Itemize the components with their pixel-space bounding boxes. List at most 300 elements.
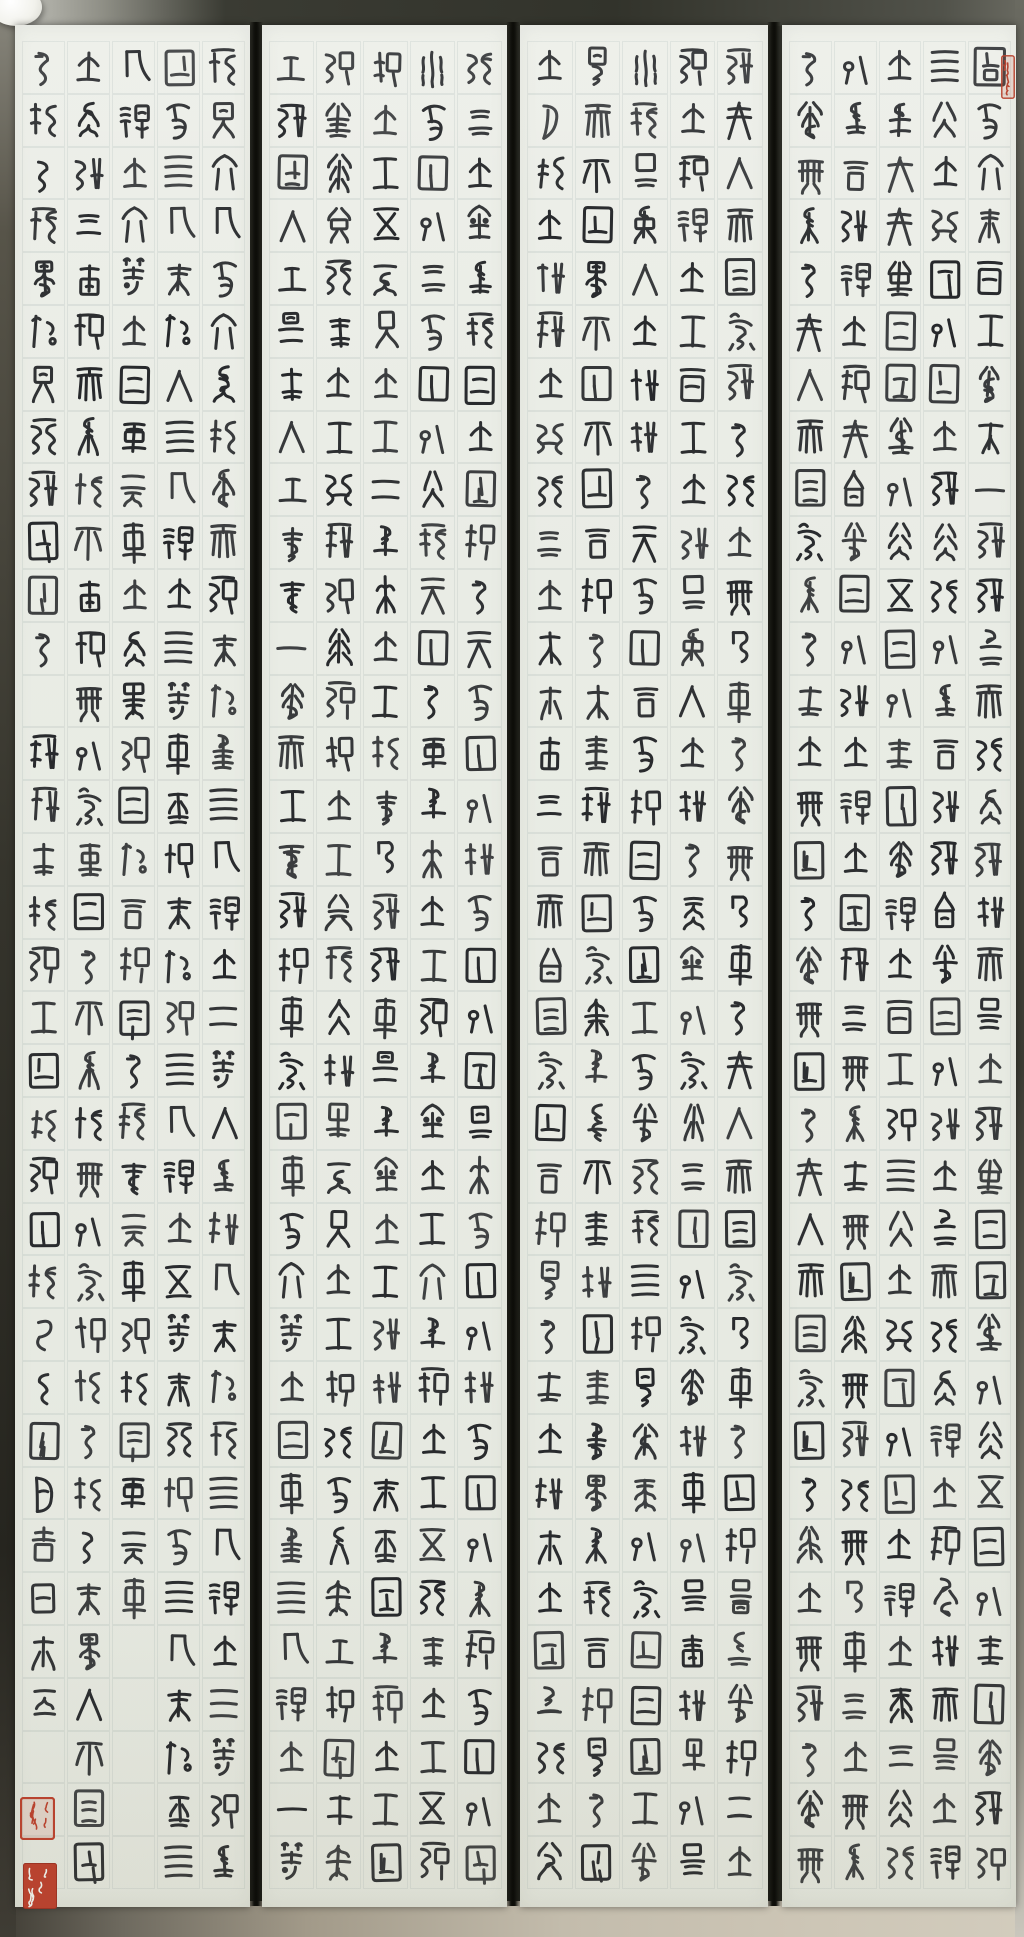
- seal-script-character-cell: [67, 939, 110, 992]
- seal-script-character-cell: [717, 1678, 763, 1731]
- seal-script-character-cell: [834, 1150, 877, 1203]
- seal-script-character-cell: [202, 1572, 245, 1625]
- seal-script-character-cell: [879, 1203, 922, 1256]
- seal-script-character-cell: [202, 727, 245, 780]
- seal-script-character-cell: [112, 833, 155, 886]
- seal-script-character-cell: [527, 991, 573, 1044]
- seal-script-character-cell: [968, 358, 1011, 411]
- seal-script-character-cell: [622, 199, 668, 252]
- seal-script-character-cell: [834, 358, 877, 411]
- seal-script-character-cell: [363, 1572, 408, 1625]
- seal-script-character-cell: [834, 1625, 877, 1678]
- seal-script-character-cell: [879, 1625, 922, 1678]
- seal-script-character-cell: [22, 41, 65, 94]
- seal-script-character-cell: [968, 1044, 1011, 1097]
- seal-script-character-cell: [923, 833, 966, 886]
- opening-seal: [1001, 55, 1015, 99]
- seal-script-character-cell: [879, 569, 922, 622]
- seal-script-character-cell: [67, 41, 110, 94]
- seal-script-character-cell: [363, 147, 408, 200]
- seal-script-character-cell: [269, 1467, 314, 1520]
- seal-script-character-cell: [363, 886, 408, 939]
- seal-script-character-cell: [316, 886, 361, 939]
- seal-script-character-cell: [923, 463, 966, 516]
- mount-edge-right: [1015, 0, 1024, 1937]
- seal-script-character-cell: [670, 1783, 716, 1836]
- seal-script-character-cell: [316, 516, 361, 569]
- artist-seal-upper: [20, 1797, 55, 1840]
- seal-script-character-cell: [363, 516, 408, 569]
- seal-script-character-cell: [202, 1731, 245, 1784]
- seal-script-character-cell: [410, 939, 455, 992]
- seal-script-character-cell: [202, 1836, 245, 1889]
- seal-script-character-cell: [67, 94, 110, 147]
- seal-script-character-cell: [527, 1308, 573, 1361]
- seal-script-character-cell: [527, 252, 573, 305]
- text-column: [22, 41, 65, 1889]
- seal-script-character-cell: [923, 939, 966, 992]
- seal-script-character-cell: [410, 147, 455, 200]
- seal-script-character-cell: [269, 1625, 314, 1678]
- seal-script-character-cell: [923, 780, 966, 833]
- seal-script-character-cell: [269, 780, 314, 833]
- text-column: [202, 41, 245, 1889]
- text-column: [457, 41, 502, 1889]
- seal-script-character-cell: [22, 1097, 65, 1150]
- seal-script-character-cell: [789, 1731, 832, 1784]
- seal-script-character-cell: [363, 991, 408, 1044]
- seal-script-character-cell: [834, 833, 877, 886]
- seal-script-character-cell: [316, 1097, 361, 1150]
- seal-script-character-cell: [269, 199, 314, 252]
- seal-script-character-cell: [269, 41, 314, 94]
- seal-script-character-cell: [575, 1731, 621, 1784]
- seal-script-character-cell: [834, 1572, 877, 1625]
- seal-script-character-cell: [202, 1308, 245, 1361]
- seal-script-character-cell: [968, 939, 1011, 992]
- seal-script-character-cell: [879, 1255, 922, 1308]
- seal-script-character-cell: [67, 1519, 110, 1572]
- seal-script-character-cell: [879, 1361, 922, 1414]
- seal-script-character-cell: [789, 463, 832, 516]
- seal-script-character-cell: [22, 1625, 65, 1678]
- seal-script-character-cell: [22, 147, 65, 200]
- seal-script-character-cell: [622, 1361, 668, 1414]
- seal-script-character-cell: [834, 939, 877, 992]
- seal-script-character-cell: [363, 1414, 408, 1467]
- seal-script-character-cell: [717, 886, 763, 939]
- seal-script-character-cell: [457, 1097, 502, 1150]
- seal-script-character-cell: [670, 886, 716, 939]
- seal-script-character-cell: [457, 463, 502, 516]
- seal-script-character-cell: [457, 886, 502, 939]
- seal-script-character-cell: [67, 780, 110, 833]
- seal-script-character-cell: [789, 147, 832, 200]
- seal-script-character-cell: [112, 1678, 155, 1731]
- seal-script-character-cell: [834, 94, 877, 147]
- seal-script-character-cell: [879, 780, 922, 833]
- seal-script-character-cell: [363, 1203, 408, 1256]
- seal-script-character-cell: [269, 252, 314, 305]
- seal-script-character-cell: [157, 675, 200, 728]
- seal-script-character-cell: [410, 463, 455, 516]
- seal-script-character-cell: [316, 358, 361, 411]
- seal-script-character-cell: [457, 1308, 502, 1361]
- seal-script-character-cell: [834, 886, 877, 939]
- seal-script-character-cell: [834, 199, 877, 252]
- text-column: [410, 41, 455, 1889]
- seal-script-character-cell: [789, 991, 832, 1044]
- seal-script-character-cell: [22, 1731, 65, 1784]
- seal-script-character-cell: [457, 727, 502, 780]
- seal-script-character-cell: [622, 1044, 668, 1097]
- seal-script-character-cell: [22, 939, 65, 992]
- seal-script-character-cell: [67, 358, 110, 411]
- seal-script-character-cell: [67, 1044, 110, 1097]
- seal-script-character-cell: [717, 1308, 763, 1361]
- seal-script-character-cell: [457, 516, 502, 569]
- seal-script-character-cell: [363, 1044, 408, 1097]
- seal-script-character-cell: [410, 1731, 455, 1784]
- seal-script-character-cell: [202, 94, 245, 147]
- seal-script-character-cell: [527, 727, 573, 780]
- seal-script-character-cell: [834, 1783, 877, 1836]
- text-column: [363, 41, 408, 1889]
- seal-script-character-cell: [575, 358, 621, 411]
- seal-script-character-cell: [670, 833, 716, 886]
- seal-script-character-cell: [410, 675, 455, 728]
- seal-script-character-cell: [968, 833, 1011, 886]
- seal-script-character-cell: [202, 1414, 245, 1467]
- seal-script-character-cell: [879, 199, 922, 252]
- seal-script-character-cell: [789, 1097, 832, 1150]
- seal-script-character-cell: [363, 463, 408, 516]
- seal-script-character-cell: [923, 1519, 966, 1572]
- seal-script-character-cell: [575, 1097, 621, 1150]
- seal-script-character-cell: [717, 94, 763, 147]
- seal-script-character-cell: [316, 411, 361, 464]
- panel-gap: [249, 22, 263, 1906]
- seal-script-character-cell: [202, 1678, 245, 1731]
- text-column: [157, 41, 200, 1889]
- seal-script-character-cell: [789, 622, 832, 675]
- seal-script-character-cell: [202, 1361, 245, 1414]
- seal-script-character-cell: [112, 675, 155, 728]
- seal-script-character-cell: [575, 939, 621, 992]
- seal-script-character-cell: [112, 199, 155, 252]
- seal-script-character-cell: [316, 1572, 361, 1625]
- seal-script-character-cell: [363, 305, 408, 358]
- seal-script-character-cell: [410, 1678, 455, 1731]
- seal-script-character-cell: [22, 675, 65, 728]
- seal-script-character-cell: [789, 569, 832, 622]
- seal-script-character-cell: [202, 1203, 245, 1256]
- seal-script-character-cell: [67, 833, 110, 886]
- text-column: [269, 41, 314, 1889]
- seal-script-character-cell: [22, 1203, 65, 1256]
- seal-script-character-cell: [22, 991, 65, 1044]
- seal-script-character-cell: [923, 1572, 966, 1625]
- seal-script-character-cell: [269, 1414, 314, 1467]
- seal-script-character-cell: [157, 305, 200, 358]
- seal-script-character-cell: [363, 569, 408, 622]
- seal-script-character-cell: [202, 622, 245, 675]
- seal-script-character-cell: [527, 939, 573, 992]
- seal-script-character-cell: [968, 94, 1011, 147]
- seal-script-character-cell: [410, 886, 455, 939]
- seal-script-character-cell: [968, 1625, 1011, 1678]
- seal-script-character-cell: [202, 675, 245, 728]
- seal-script-character-cell: [157, 94, 200, 147]
- seal-script-character-cell: [316, 1625, 361, 1678]
- seal-script-character-cell: [923, 41, 966, 94]
- seal-script-character-cell: [968, 1836, 1011, 1889]
- seal-script-character-cell: [410, 1467, 455, 1520]
- seal-script-character-cell: [834, 1097, 877, 1150]
- seal-script-character-cell: [834, 516, 877, 569]
- seal-script-character-cell: [622, 1150, 668, 1203]
- seal-script-character-cell: [968, 516, 1011, 569]
- seal-script-character-cell: [879, 516, 922, 569]
- seal-script-character-cell: [527, 1361, 573, 1414]
- text-column: [789, 41, 832, 1889]
- seal-script-character-cell: [316, 463, 361, 516]
- seal-script-character-cell: [363, 833, 408, 886]
- seal-script-character-cell: [575, 1150, 621, 1203]
- seal-script-character-cell: [112, 991, 155, 1044]
- seal-script-character-cell: [67, 569, 110, 622]
- seal-script-character-cell: [789, 1625, 832, 1678]
- seal-script-character-cell: [622, 780, 668, 833]
- seal-script-character-cell: [527, 1414, 573, 1467]
- seal-script-character-cell: [622, 1519, 668, 1572]
- seal-script-character-cell: [527, 463, 573, 516]
- seal-script-character-cell: [112, 1836, 155, 1889]
- seal-script-character-cell: [22, 1308, 65, 1361]
- seal-script-character-cell: [316, 675, 361, 728]
- seal-script-character-cell: [457, 358, 502, 411]
- seal-script-character-cell: [834, 463, 877, 516]
- seal-script-character-cell: [717, 1150, 763, 1203]
- seal-script-character-cell: [316, 1044, 361, 1097]
- seal-script-character-cell: [670, 727, 716, 780]
- seal-script-character-cell: [157, 358, 200, 411]
- seal-script-character-cell: [968, 675, 1011, 728]
- seal-script-character-cell: [316, 1150, 361, 1203]
- seal-script-character-cell: [316, 305, 361, 358]
- seal-script-character-cell: [789, 939, 832, 992]
- seal-script-character-cell: [789, 1519, 832, 1572]
- seal-script-character-cell: [670, 1361, 716, 1414]
- seal-script-character-cell: [112, 1414, 155, 1467]
- seal-script-character-cell: [923, 1625, 966, 1678]
- seal-script-character-cell: [879, 358, 922, 411]
- seal-script-character-cell: [968, 1783, 1011, 1836]
- seal-script-character-cell: [269, 358, 314, 411]
- seal-script-character-cell: [834, 1678, 877, 1731]
- seal-script-character-cell: [923, 1678, 966, 1731]
- seal-script-character-cell: [527, 1678, 573, 1731]
- seal-script-character-cell: [112, 622, 155, 675]
- seal-script-character-cell: [717, 1203, 763, 1256]
- seal-script-character-cell: [202, 1255, 245, 1308]
- seal-script-character-cell: [575, 252, 621, 305]
- seal-script-character-cell: [717, 1467, 763, 1520]
- seal-script-character-cell: [789, 1836, 832, 1889]
- seal-script-character-cell: [410, 1519, 455, 1572]
- seal-script-character-cell: [157, 1519, 200, 1572]
- seal-script-character-cell: [923, 1150, 966, 1203]
- seal-script-character-cell: [157, 780, 200, 833]
- seal-script-character-cell: [363, 1731, 408, 1784]
- panel-gap: [767, 22, 781, 1906]
- seal-script-character-cell: [834, 991, 877, 1044]
- seal-script-character-cell: [527, 41, 573, 94]
- seal-script-character-cell: [717, 305, 763, 358]
- seal-script-character-cell: [879, 991, 922, 1044]
- seal-script-character-cell: [527, 305, 573, 358]
- seal-script-character-cell: [157, 991, 200, 1044]
- seal-script-character-cell: [316, 991, 361, 1044]
- seal-script-character-cell: [923, 516, 966, 569]
- seal-script-character-cell: [717, 516, 763, 569]
- seal-script-character-cell: [923, 1731, 966, 1784]
- seal-script-character-cell: [269, 1150, 314, 1203]
- seal-script-character-cell: [575, 991, 621, 1044]
- seal-script-character-cell: [879, 1572, 922, 1625]
- seal-script-character-cell: [157, 1308, 200, 1361]
- seal-script-character-cell: [670, 463, 716, 516]
- seal-script-character-cell: [575, 1678, 621, 1731]
- seal-script-character-cell: [22, 833, 65, 886]
- seal-script-character-cell: [622, 1783, 668, 1836]
- seal-script-character-cell: [202, 463, 245, 516]
- seal-script-character-cell: [879, 939, 922, 992]
- seal-script-character-cell: [968, 411, 1011, 464]
- seal-script-character-cell: [717, 147, 763, 200]
- seal-script-character-cell: [363, 1255, 408, 1308]
- seal-script-character-cell: [363, 1678, 408, 1731]
- seal-script-character-cell: [202, 991, 245, 1044]
- seal-script-character-cell: [879, 727, 922, 780]
- seal-script-character-cell: [457, 1572, 502, 1625]
- seal-script-character-cell: [363, 1625, 408, 1678]
- seal-script-character-cell: [157, 1097, 200, 1150]
- seal-script-character-cell: [834, 1203, 877, 1256]
- seal-script-character-cell: [622, 252, 668, 305]
- seal-script-character-cell: [879, 94, 922, 147]
- seal-script-character-cell: [22, 1572, 65, 1625]
- seal-script-character-cell: [202, 1625, 245, 1678]
- seal-script-character-cell: [717, 939, 763, 992]
- seal-script-character-cell: [923, 305, 966, 358]
- seal-script-character-cell: [67, 411, 110, 464]
- seal-script-character-cell: [575, 1572, 621, 1625]
- seal-script-character-cell: [879, 675, 922, 728]
- seal-script-character-cell: [269, 1678, 314, 1731]
- seal-script-character-cell: [363, 1836, 408, 1889]
- seal-script-character-cell: [363, 411, 408, 464]
- seal-script-character-cell: [622, 94, 668, 147]
- seal-script-character-cell: [363, 1150, 408, 1203]
- text-column: [879, 41, 922, 1889]
- seal-script-character-cell: [670, 1255, 716, 1308]
- seal-script-character-cell: [363, 1783, 408, 1836]
- seal-script-character-cell: [457, 305, 502, 358]
- seal-script-character-cell: [457, 569, 502, 622]
- seal-script-character-cell: [157, 727, 200, 780]
- seal-script-character-cell: [670, 991, 716, 1044]
- seal-script-character-cell: [575, 147, 621, 200]
- seal-script-character-cell: [879, 1150, 922, 1203]
- calligraphy-panel-2: [520, 25, 768, 1907]
- seal-script-character-cell: [410, 1308, 455, 1361]
- seal-script-character-cell: [527, 358, 573, 411]
- seal-script-character-cell: [269, 1308, 314, 1361]
- seal-script-character-cell: [670, 1836, 716, 1889]
- seal-script-character-cell: [575, 94, 621, 147]
- text-column: [968, 41, 1011, 1889]
- seal-script-character-cell: [157, 1678, 200, 1731]
- seal-script-character-cell: [789, 252, 832, 305]
- seal-script-character-cell: [22, 305, 65, 358]
- seal-script-character-cell: [316, 780, 361, 833]
- seal-script-character-cell: [622, 569, 668, 622]
- seal-script-character-cell: [575, 833, 621, 886]
- seal-script-character-cell: [670, 1467, 716, 1520]
- seal-script-character-cell: [363, 780, 408, 833]
- seal-script-character-cell: [157, 463, 200, 516]
- seal-script-character-cell: [363, 727, 408, 780]
- seal-script-character-cell: [879, 1097, 922, 1150]
- seal-script-character-cell: [112, 411, 155, 464]
- seal-script-character-cell: [834, 1414, 877, 1467]
- seal-script-character-cell: [457, 1783, 502, 1836]
- seal-script-character-cell: [457, 1203, 502, 1256]
- seal-script-character-cell: [410, 1044, 455, 1097]
- seal-script-character-cell: [575, 622, 621, 675]
- text-column: [622, 41, 668, 1889]
- seal-script-character-cell: [410, 305, 455, 358]
- seal-script-character-cell: [717, 833, 763, 886]
- seal-script-character-cell: [923, 886, 966, 939]
- seal-script-character-cell: [923, 1308, 966, 1361]
- seal-script-character-cell: [622, 147, 668, 200]
- seal-script-character-cell: [112, 41, 155, 94]
- seal-script-character-cell: [789, 1255, 832, 1308]
- seal-script-character-cell: [789, 833, 832, 886]
- seal-script-character-cell: [112, 94, 155, 147]
- seal-script-character-cell: [789, 1572, 832, 1625]
- seal-script-character-cell: [157, 569, 200, 622]
- seal-script-character-cell: [789, 358, 832, 411]
- seal-script-character-cell: [575, 569, 621, 622]
- seal-script-character-cell: [834, 569, 877, 622]
- seal-script-character-cell: [22, 569, 65, 622]
- seal-script-character-cell: [202, 516, 245, 569]
- seal-script-character-cell: [923, 1414, 966, 1467]
- seal-script-character-cell: [879, 1731, 922, 1784]
- seal-script-character-cell: [22, 463, 65, 516]
- seal-script-character-cell: [363, 252, 408, 305]
- seal-script-character-cell: [22, 199, 65, 252]
- seal-script-character-cell: [22, 727, 65, 780]
- seal-script-character-cell: [622, 463, 668, 516]
- seal-script-character-cell: [789, 727, 832, 780]
- seal-script-character-cell: [968, 1361, 1011, 1414]
- seal-script-character-cell: [834, 780, 877, 833]
- seal-script-character-cell: [923, 1361, 966, 1414]
